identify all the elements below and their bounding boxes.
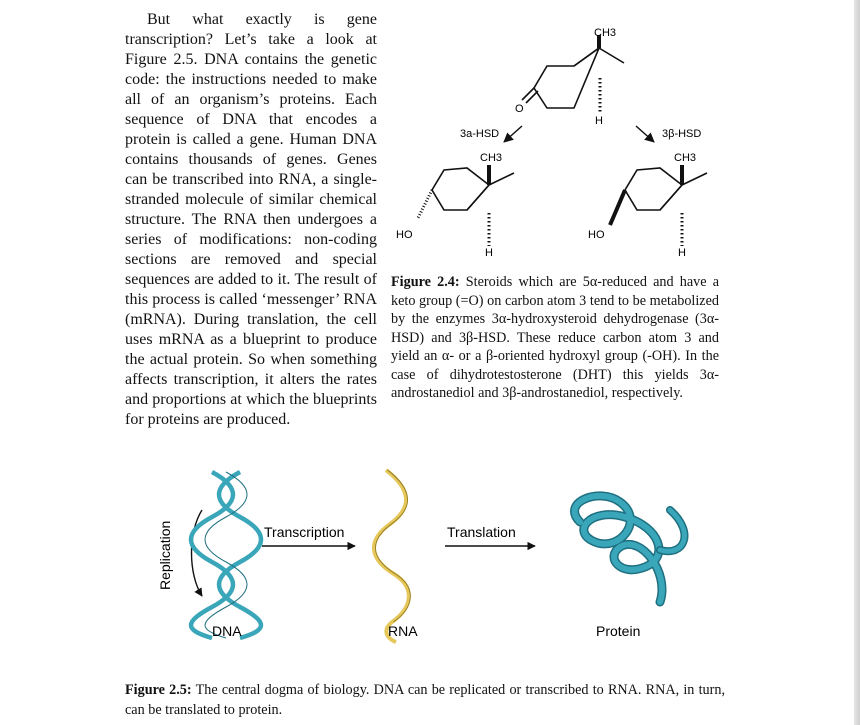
figure-2-5-caption bbox=[125, 681, 725, 720]
enzyme-3b-hsd-label: 3β-HSD bbox=[662, 128, 702, 140]
replication-label: Replication bbox=[157, 520, 173, 590]
body-text-column bbox=[125, 10, 377, 430]
alpha-alcohol-molecule bbox=[418, 165, 514, 246]
ch3-top-label: CH3 bbox=[594, 27, 617, 39]
ho-left-label: HO bbox=[396, 229, 413, 241]
h-top-label: H bbox=[595, 115, 603, 127]
rna-label: RNA bbox=[388, 623, 418, 639]
arrow-3a-hsd bbox=[504, 126, 522, 142]
rna-strand bbox=[374, 470, 409, 642]
ch3-right-label: CH3 bbox=[674, 152, 697, 164]
dna-helix bbox=[191, 472, 261, 638]
figure-2-4-caption bbox=[391, 273, 719, 403]
figure-2-5-central-dogma bbox=[150, 462, 750, 652]
figure-2-5-caption-label: Figure 2.5: bbox=[125, 682, 192, 698]
enzyme-3a-hsd-label: 3a-HSD bbox=[460, 128, 500, 140]
transcription-label: Transcription bbox=[264, 524, 345, 540]
h-right-label: H bbox=[678, 247, 686, 259]
beta-alcohol-molecule bbox=[610, 165, 707, 246]
translation-label: Translation bbox=[447, 524, 516, 540]
arrow-3b-hsd bbox=[636, 126, 654, 142]
figure-2-4-caption-text: Steroids which are 5α-reduced and have a keto group (=O) on carbon atom 3 tend to be metabolized by the enzymes 3α-hydroxysteroid dehydrogenase (3α-HSD) and 3β-HSD. These reduce carbon atom 3 and yield an α- or a β-oriented hydroxyl group (-OH). In the case of dihydrotestosterone (DHT) this yields 3α-androstanediol and 3β-androstanediol, respectively. bbox=[391, 274, 720, 401]
figure-2-4-structures bbox=[384, 18, 724, 263]
oxygen-label: O bbox=[515, 103, 524, 115]
ho-right-label: HO bbox=[588, 229, 605, 241]
protein-ribbon bbox=[575, 496, 685, 602]
figure-2-4-caption-label: Figure 2.4: bbox=[391, 274, 460, 290]
h-left-label: H bbox=[485, 247, 493, 259]
ch3-left-label: CH3 bbox=[480, 152, 503, 164]
body-paragraph: But what exactly is gene transcription? Let’s take a look at Figure 2.5. DNA contains the genetic code: the instructions needed to make all of an organism’s proteins. Each sequence of DNA that encodes a protein is called a gene. Human DNA contains thousands of genes. Genes can be transcribed into RNA, a single-stranded molecule of similar chemical structure. The RNA then undergoes a series of modifications: non-coding sections are removed and special sequences are added to it. The result of this process is called ‘messenger’ RNA (mRNA). During translation, the cell uses mRNA as a blueprint to produce the actual protein. So when something affects transcription, it alters the rates and proportions at which the blueprints for proteins are produced. bbox=[125, 11, 377, 428]
protein-label: Protein bbox=[596, 623, 641, 639]
page-edge bbox=[854, 0, 860, 725]
dna-label: DNA bbox=[212, 623, 242, 639]
ketone-molecule bbox=[522, 35, 624, 113]
figure-2-5-caption-text: The central dogma of biology. DNA can be replicated or transcribed to RNA. RNA, in turn, can be translated to protein. bbox=[125, 682, 726, 718]
